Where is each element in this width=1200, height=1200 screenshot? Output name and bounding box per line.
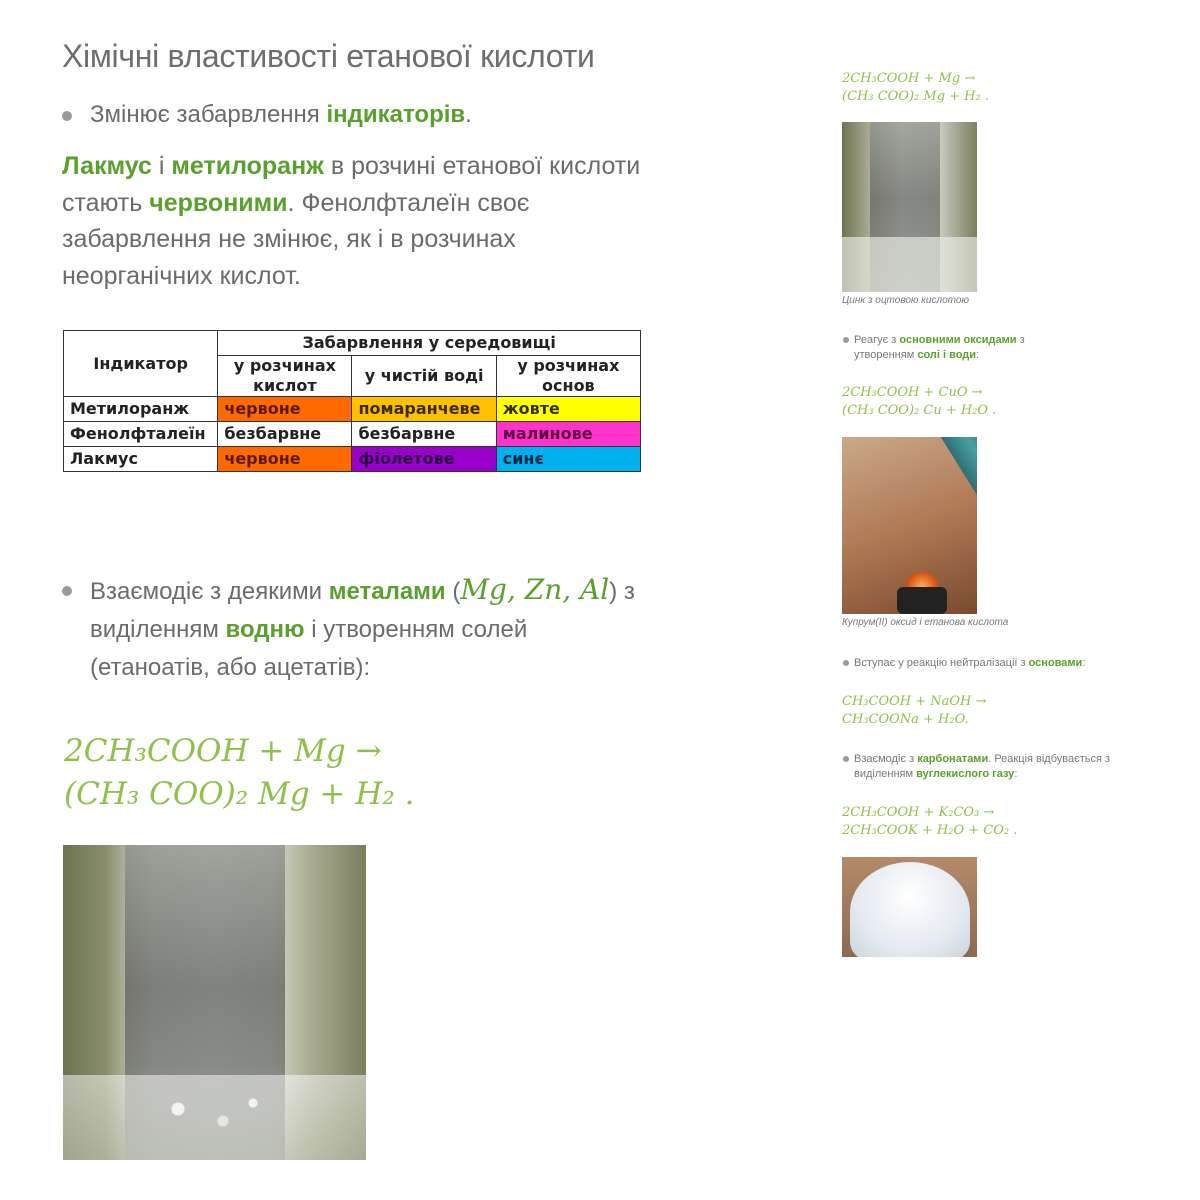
equation-line: CH₃COOH + NaOH → — [842, 694, 987, 709]
liquid — [842, 237, 977, 292]
bullet-text: Взаємодіє з деякими — [90, 578, 329, 605]
table-cell-name: Фенолфталеїн — [64, 422, 218, 447]
caption-zinc: Цинк з оцтовою кислотою — [842, 295, 969, 306]
bullet-text: Змінює забарвлення — [90, 101, 327, 128]
side-text: Реагує з — [854, 334, 900, 346]
highlight-hydrogen: водню — [225, 616, 305, 643]
side-bullet-carbonates — [854, 752, 1114, 782]
table-cell: безбарвне — [218, 422, 352, 447]
side-text: : — [1014, 768, 1018, 780]
highlight-indicators: індикаторів — [326, 101, 466, 128]
highlight-bases: основами — [1028, 657, 1083, 669]
bullet-dot — [62, 111, 72, 121]
equation-line: CH₃COONa + H₂O. — [842, 712, 969, 727]
metal-formulas: Mg, Zn, Al — [460, 573, 610, 606]
table-cell: малинове — [496, 422, 640, 447]
photo-zinc-acid-large — [63, 845, 366, 1160]
equation-line: (CH₃ COO)₂ Cu + H₂O . — [842, 403, 997, 418]
equation-line: 2CH₃COOK + H₂O + CO₂ . — [842, 823, 1018, 838]
bullet-dot — [62, 586, 72, 596]
side-equation-cuo — [842, 384, 996, 420]
burner — [897, 587, 947, 614]
table-subheader-water: у чистій воді — [352, 356, 496, 397]
bullet-text: і утворенням солей (етаноатів, або ацетатів): — [90, 616, 528, 681]
equation-mg — [64, 730, 415, 816]
page-title: Хімічні властивості етанової кислоти — [62, 38, 595, 74]
side-text: : — [976, 349, 980, 361]
equation-line: 2CH₃COOH + Mg → — [64, 733, 382, 769]
table-cell-name: Лакмус — [64, 447, 218, 472]
bullet-metals — [90, 571, 650, 687]
side-text: Взаємодіє з — [854, 753, 918, 765]
photo-foam — [842, 857, 977, 957]
side-equation-mg — [842, 70, 989, 106]
photo-test-tube — [842, 437, 977, 614]
test-tube — [922, 437, 977, 534]
table-cell-name: Метилоранж — [64, 397, 218, 422]
para-text-1: і — [151, 152, 172, 180]
table-row — [64, 447, 641, 472]
indicator-table — [63, 330, 641, 472]
table-header-group: Забарвлення у середовищі — [218, 331, 641, 356]
table-cell: помаранчеве — [352, 397, 496, 422]
bullet-text: ( — [445, 578, 461, 605]
table-subheader-base: у розчинах основ — [496, 356, 640, 397]
table-cell: синє — [496, 447, 640, 472]
table-cell: жовте — [496, 397, 640, 422]
table-cell: червоне — [218, 397, 352, 422]
side-equation-k2co3 — [842, 804, 1017, 840]
para-text-3: . Фенолфталеїн своє забарвлення не змінює, як і в розчинах неорганічних кислот. — [62, 188, 530, 290]
highlight-metals: металами — [328, 578, 446, 605]
highlight-chervonymy: червоними — [149, 188, 288, 217]
equation-line: (CH₃ COO)₂ Mg + H₂ . — [842, 89, 989, 104]
highlight-metiloranzh: метилоранж — [171, 152, 324, 180]
bullet-text-end: . — [465, 101, 472, 128]
table-cell: безбарвне — [352, 422, 496, 447]
equation-line: 2CH₃COOH + Mg → — [842, 71, 976, 86]
bullet-dot — [843, 756, 849, 762]
table-row — [64, 422, 641, 447]
side-text: . Реакція відбувається з виділенням — [854, 753, 1111, 780]
para-text-2: в розчині етанової кислоти стають — [62, 152, 641, 217]
side-text: Вступає у реакцію нейтралізації з — [854, 657, 1029, 669]
highlight-lakmus: Лакмус — [62, 152, 152, 180]
equation-line: 2CH₃COOH + CuO → — [842, 385, 983, 400]
paragraph-indicators — [62, 148, 642, 294]
table-cell: фіолетове — [352, 447, 496, 472]
highlight-salt-water: солі і води — [917, 349, 977, 361]
table-header-indicator: Індикатор — [64, 331, 218, 397]
equation-line: 2CH₃COOH + K₂CO₃ → — [842, 805, 995, 820]
bullet-dot — [843, 337, 849, 343]
side-equation-naoh — [842, 693, 986, 729]
bullet-dot — [843, 660, 849, 666]
side-bullet-bases — [854, 656, 1114, 671]
bubbles — [133, 1085, 283, 1145]
side-bullet-oxides — [854, 333, 1054, 363]
highlight-carbonates: карбонатами — [917, 753, 989, 765]
table-row — [64, 397, 641, 422]
equation-line: (CH₃ COO)₂ Mg + H₂ . — [64, 776, 415, 812]
caption-cuo: Купрум(II) оксид і етанова кислота — [842, 617, 1009, 628]
side-text: з утворенням — [854, 334, 1025, 361]
side-text: : — [1082, 657, 1086, 669]
bullet-indicators — [90, 96, 472, 134]
highlight-oxides: основними оксидами — [899, 334, 1017, 346]
table-subheader-acid: у розчинах кислот — [218, 356, 352, 397]
foam-ball — [850, 862, 970, 957]
bullet-text: ) з виділенням — [90, 578, 635, 643]
highlight-co2: вуглекислого газу — [916, 768, 1015, 780]
photo-zinc-acid-small — [842, 122, 977, 292]
table-cell: червоне — [218, 447, 352, 472]
